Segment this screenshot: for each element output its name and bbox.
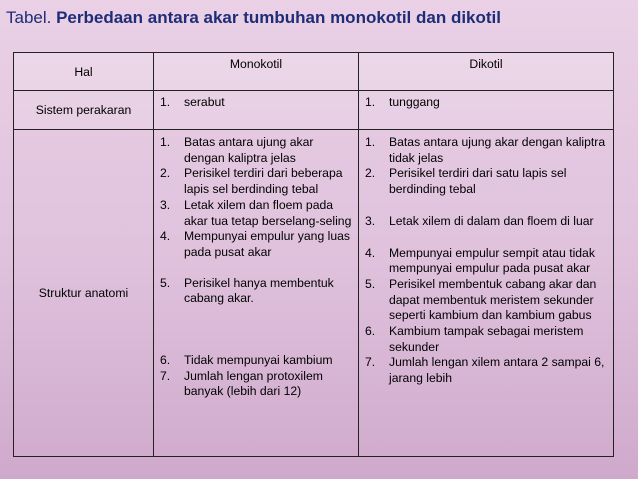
list-item: 6. Tidak mempunyai kambium <box>160 353 333 368</box>
cell-dikotil <box>359 130 614 457</box>
cell-monokotil <box>154 130 359 457</box>
header-monokotil: Monokotil <box>154 53 359 91</box>
list-item: 1. tunggang <box>365 95 440 109</box>
list-item: 1. Batas antara ujung akar dengan kaliptra jelas <box>160 135 314 165</box>
row-label: Sistem perakaran <box>14 91 154 130</box>
header-dikotil: Dikotil <box>359 53 614 91</box>
table-row-sistem-perakaran <box>14 91 614 130</box>
page-title <box>6 8 501 28</box>
table-header-row <box>14 53 614 91</box>
table-row-struktur-anatomi <box>14 130 614 457</box>
header-hal: Hal <box>14 53 154 91</box>
list-item: 4. Mempunyai empulur yang luas pada pusat akar <box>160 229 350 259</box>
list-item: 7. Jumlah lengan xilem antara 2 sampai 6, jarang lebih <box>365 355 605 386</box>
title-main: Perbedaan antara akar tumbuhan monokotil dan dikotil <box>56 8 502 27</box>
list-item: 6. Kambium tampak sebagai meristem sekunder <box>365 324 584 354</box>
list-item: 3. Letak xilem di dalam dan floem di luar <box>365 213 594 228</box>
comparison-table <box>13 52 614 457</box>
title-prefix: Tabel. <box>6 8 57 27</box>
cell-dikotil <box>359 91 614 130</box>
list-item: 7. Jumlah lengan protoxilem banyak (lebih dari 12) <box>160 368 323 399</box>
list-item: 5. Perisikel membentuk cabang akar dan dapat membentuk meristem sekunder seperti kambium dan kambium gabus <box>365 276 597 323</box>
list-item: 3. Letak xilem dan floem pada akar tua tetap berselang-seling <box>160 197 352 228</box>
row-label: Struktur anatomi <box>14 130 154 457</box>
list-item: 1. Batas antara ujung akar dengan kaliptra tidak jelas <box>365 135 606 165</box>
list-item: 4. Mempunyai empulur sempit atau tidak mempunyai empulur pada pusat akar <box>365 245 595 276</box>
list-item: 2. Perisikel terdiri dari beberapa lapis sel berdinding tebal <box>160 166 343 197</box>
list-item: 1. serabut <box>160 95 225 109</box>
cell-monokotil <box>154 91 359 130</box>
list-item: 5. Perisikel hanya membentuk cabang akar. <box>160 275 334 306</box>
list-item: 2. Perisikel terdiri dari satu lapis sel berdinding tebal <box>365 166 567 197</box>
